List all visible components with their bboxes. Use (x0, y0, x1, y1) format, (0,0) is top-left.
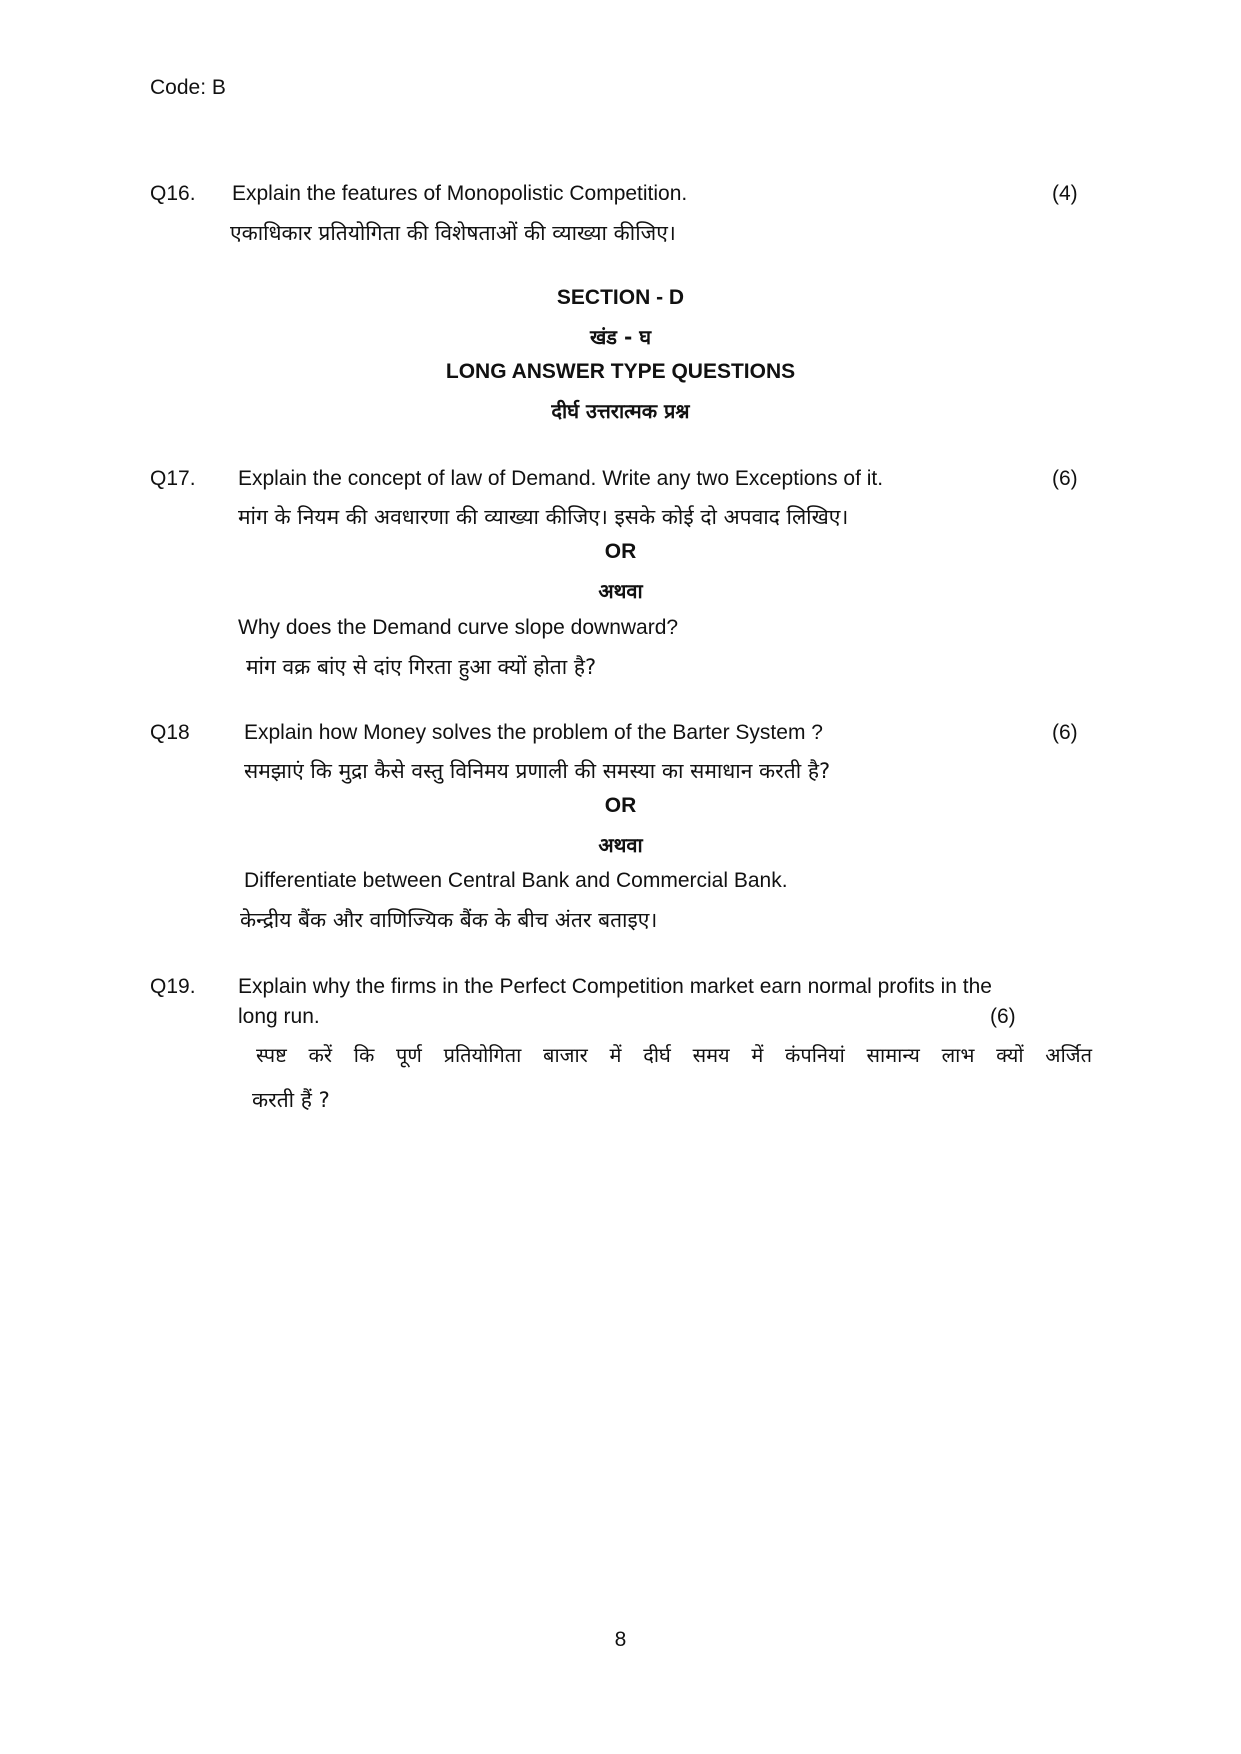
question-number-19: Q19. (150, 975, 196, 998)
question-16-english: Explain the features of Monopolistic Competition. (232, 182, 688, 205)
question-17-alternate-english: Why does the Demand curve slope downward? (238, 616, 679, 639)
question-19-english-line2: long run. (238, 1005, 320, 1028)
question-16-hindi: एकाधिकार प्रतियोगिता की विशेषताओं की व्याख्या कीजिए। (230, 221, 676, 245)
paper-code: Code: B (150, 76, 226, 99)
question-18-or-hindi: अथवा (598, 833, 643, 857)
question-number-16: Q16. (150, 182, 196, 205)
page-number: 8 (614, 1628, 627, 1651)
question-18-alternate-hindi: केन्द्रीय बैंक और वाणिज्यिक बैंक के बीच अंतर बताइए। (240, 908, 658, 932)
question-18-hindi: समझाएं कि मुद्रा कैसे वस्तु विनिमय प्रणाली की समस्या का समाधान करती है? (244, 759, 831, 783)
question-19-english-line1: Explain why the firms in the Perfect Competition market earn normal profits in the (238, 975, 992, 998)
question-19-hindi-line2: करती हैं ? (252, 1088, 330, 1112)
question-18-alternate-english: Differentiate between Central Bank and Commercial Bank. (244, 869, 788, 892)
section-subtitle-english: LONG ANSWER TYPE QUESTIONS (445, 360, 796, 383)
question-18-marks: (6) (1052, 721, 1078, 744)
question-18-or-english: OR (604, 794, 637, 817)
question-17-alternate-hindi: मांग वक्र बांए से दांए गिरता हुआ क्यों होता है? (246, 655, 597, 679)
question-17-or-hindi: अथवा (598, 579, 643, 603)
question-17-or-english: OR (604, 540, 637, 563)
question-17-hindi: मांग के नियम की अवधारणा की व्याख्या कीजिए। इसके कोई दो अपवाद लिखिए। (238, 505, 849, 529)
section-title-english: SECTION - D (556, 286, 685, 309)
section-subtitle-hindi: दीर्घ उत्तरात्मक प्रश्न (551, 399, 690, 423)
question-17-english: Explain the concept of law of Demand. Write any two Exceptions of it. (238, 467, 884, 490)
question-number-17: Q17. (150, 467, 196, 490)
section-title-hindi: खंड - घ (589, 325, 652, 349)
question-16-marks: (4) (1052, 182, 1078, 205)
question-17-marks: (6) (1052, 467, 1078, 490)
question-19-marks: (6) (990, 1005, 1016, 1028)
question-19-hindi-line1: स्पष्ट करें कि पूर्ण प्रतियोगिता बाजार में दीर्घ समय में कंपनियां सामान्य लाभ क्यों अर्जित (256, 1043, 1092, 1067)
question-number-18: Q18 (150, 721, 190, 744)
question-18-english: Explain how Money solves the problem of the Barter System ? (244, 721, 823, 744)
